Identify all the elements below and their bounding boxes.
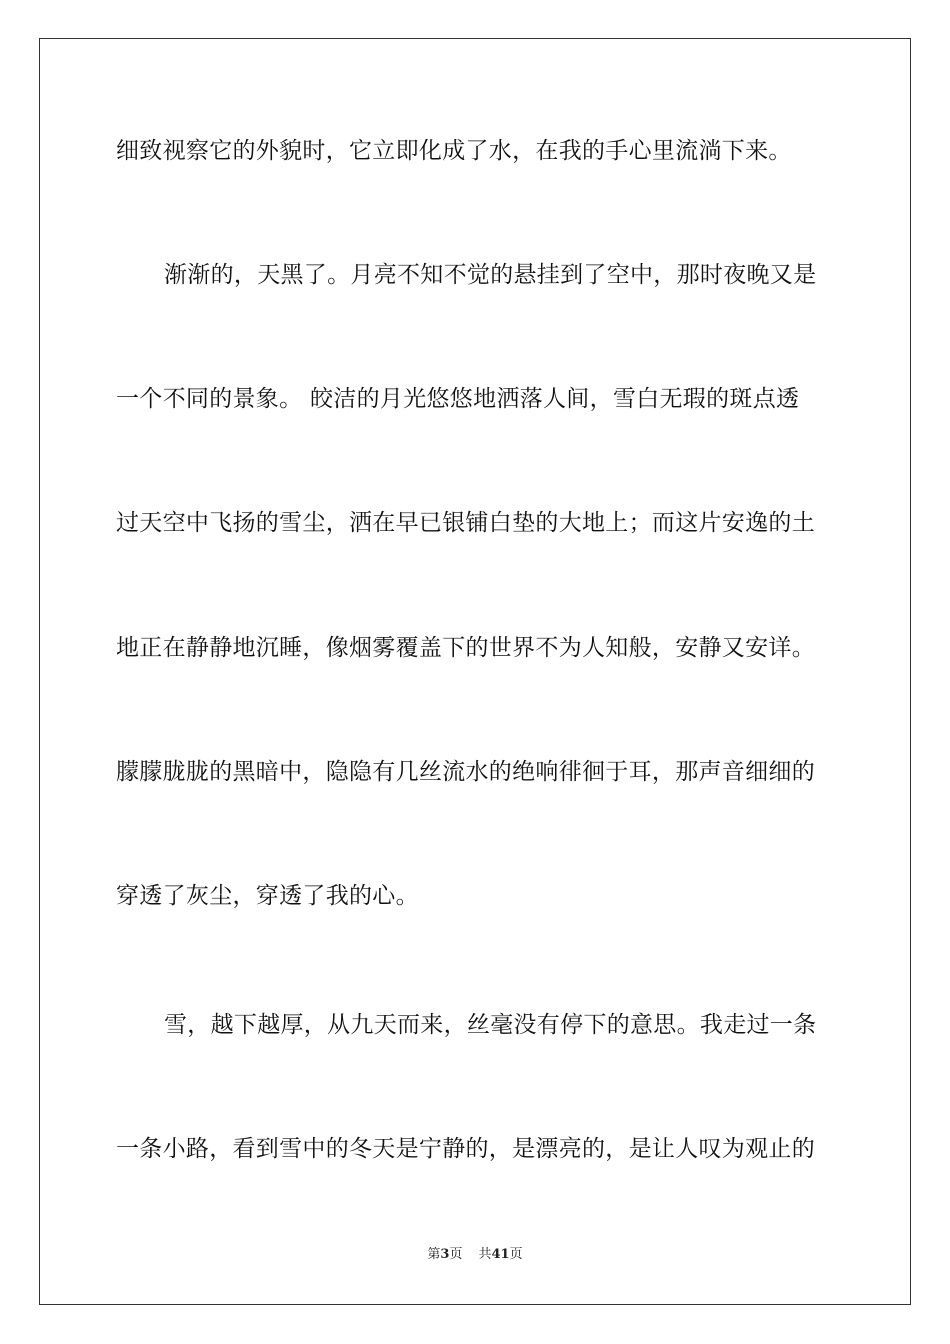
text-line-2: 渐渐的，天黑了。月亮不知不觉的悬挂到了空中，那时夜晚又是 [164,262,817,288]
page-suffix: 页 [449,1247,463,1262]
text-line-3: 一个不同的景象。 皎洁的月光悠悠地洒落人间，雪白无瑕的斑点透 [116,386,800,412]
total-pages: 41 [491,1247,510,1262]
text-line-8: 雪，越下越厚，从九天而来，丝毫没有停下的意思。我走过一条 [164,1012,817,1038]
page-frame [39,38,911,1305]
text-line-6: 朦朦胧胧的黑暗中，隐隐有几丝流水的绝响徘徊于耳，那声音细细的 [116,759,815,785]
text-line-4: 过天空中飞扬的雪尘，洒在早已银铺白垫的大地上；而这片安逸的土 [116,510,815,536]
total-prefix: 共 [478,1247,492,1262]
page-prefix: 第 [427,1247,441,1262]
page-footer [0,1246,950,1264]
text-line-9: 一条小路，看到雪中的冬天是宁静的，是漂亮的，是让人叹为观止的 [116,1136,815,1162]
total-suffix: 页 [509,1247,523,1262]
page-number: 3 [440,1247,450,1262]
text-line-5: 地正在静静地沉睡，像烟雾覆盖下的世界不为人知般，安静又安详。 [116,635,815,661]
text-line-1: 细致视察它的外貌时，它立即化成了水，在我的手心里流淌下来。 [116,138,792,164]
text-line-7: 穿透了灰尘，穿透了我的心。 [116,883,419,909]
